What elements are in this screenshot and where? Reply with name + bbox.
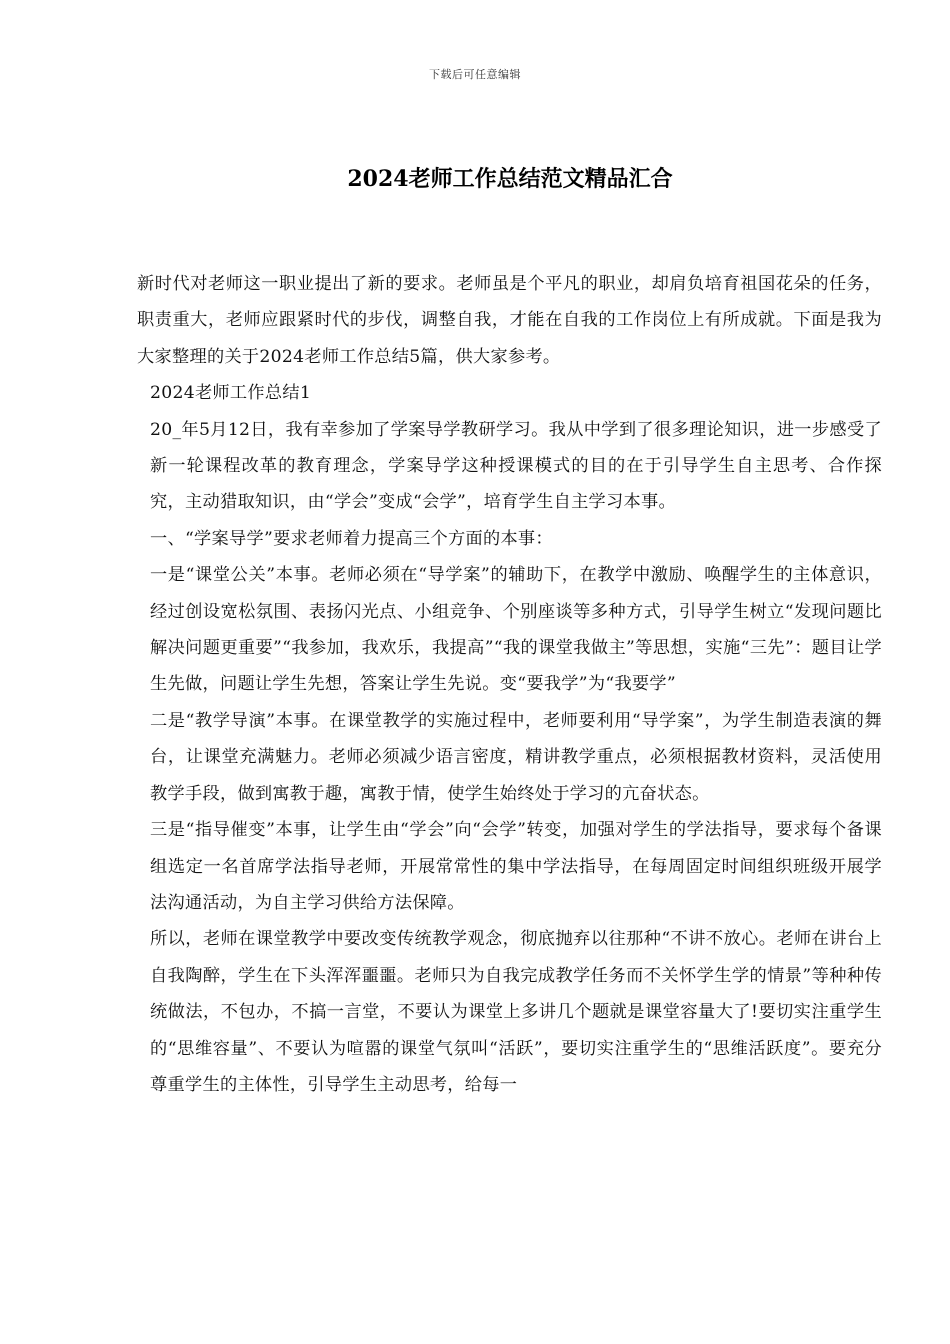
document-body <box>137 266 882 1103</box>
page-title: 2024老师工作总结范文精品汇合 <box>347 166 673 192</box>
section-heading: 2024老师工作总结1 <box>150 383 312 404</box>
header-note: 下载后可任意编辑 <box>429 68 521 81</box>
body-paragraph: 三是“指导催变”本事，让学生由“学会”向“会学”转变，加强对学生的学法指导，要求每个备课组选定一名首席学法指导老师，开展常常性的集中学法指导，在每周固定时间组织班级开展学法沟通活动，为自主学习供给方法保障。 <box>150 820 882 913</box>
body-paragraph: 二是“教学导演”本事。在课堂教学的实施过程中，老师要利用“导学案”，为学生制造表演的舞台，让课堂充满魅力。老师必须减少语言密度，精讲教学重点，必须根据教材资料，灵活使用教学手段，做到寓教于趣，寓教于情，使学生始终处于学习的亢奋状态。 <box>150 710 882 804</box>
body-paragraph: 20_年5月12日，我有幸参加了学案导学教研学习。我从中学到了很多理论知识，进一步感受了新一轮课程改革的教育理念，学案导学这种授课模式的目的在于引导学生自主思考、合作探究，主动猎取知识，由“学会”变成“会学”，培育学生自主学习本事。 <box>150 419 882 513</box>
body-paragraph: 一是“课堂公关”本事。老师必须在“导学案”的辅助下，在教学中激励、唤醒学生的主体意识，经过创设宽松氛围、表扬闪光点、小组竞争、个别座谈等多种方式，引导学生树立“发现问题比解决问题更重要”“我参加，我欢乐，我提高”“我的课堂我做主”等思想，实施“三先”：题目让学生先做，问题让学生先想，答案让学生先说。变“要我学”为“我要学” <box>150 565 882 695</box>
body-paragraph: 所以，老师在课堂教学中要改变传统教学观念，彻底抛弃以往那种“不讲不放心。老师在讲台上自我陶醉，学生在下头浑浑噩噩。老师只为自我完成教学任务而不关怀学生学的情景”等种种传统做法，不包办，不搞一言堂，不要认为课堂上多讲几个题就是课堂容量大了!要切实注重学生的“思维容量”、不要认为喧嚣的课堂气氛叫“活跃”，要切实注重学生的“思维活跃度”。要充分尊重学生的主体性，引导学生主动思考，给每一 <box>150 929 882 1095</box>
intro-paragraph: 新时代对老师这一职业提出了新的要求。老师虽是个平凡的职业，却肩负培育祖国花朵的任务，职责重大，老师应跟紧时代的步伐，调整自我，才能在自我的工作岗位上有所成就。下面是我为大家整理的关于2024老师工作总结5篇，供大家参考。 <box>137 274 882 367</box>
body-paragraph: 一、“学案导学”要求老师着力提高三个方面的本事： <box>150 528 553 549</box>
